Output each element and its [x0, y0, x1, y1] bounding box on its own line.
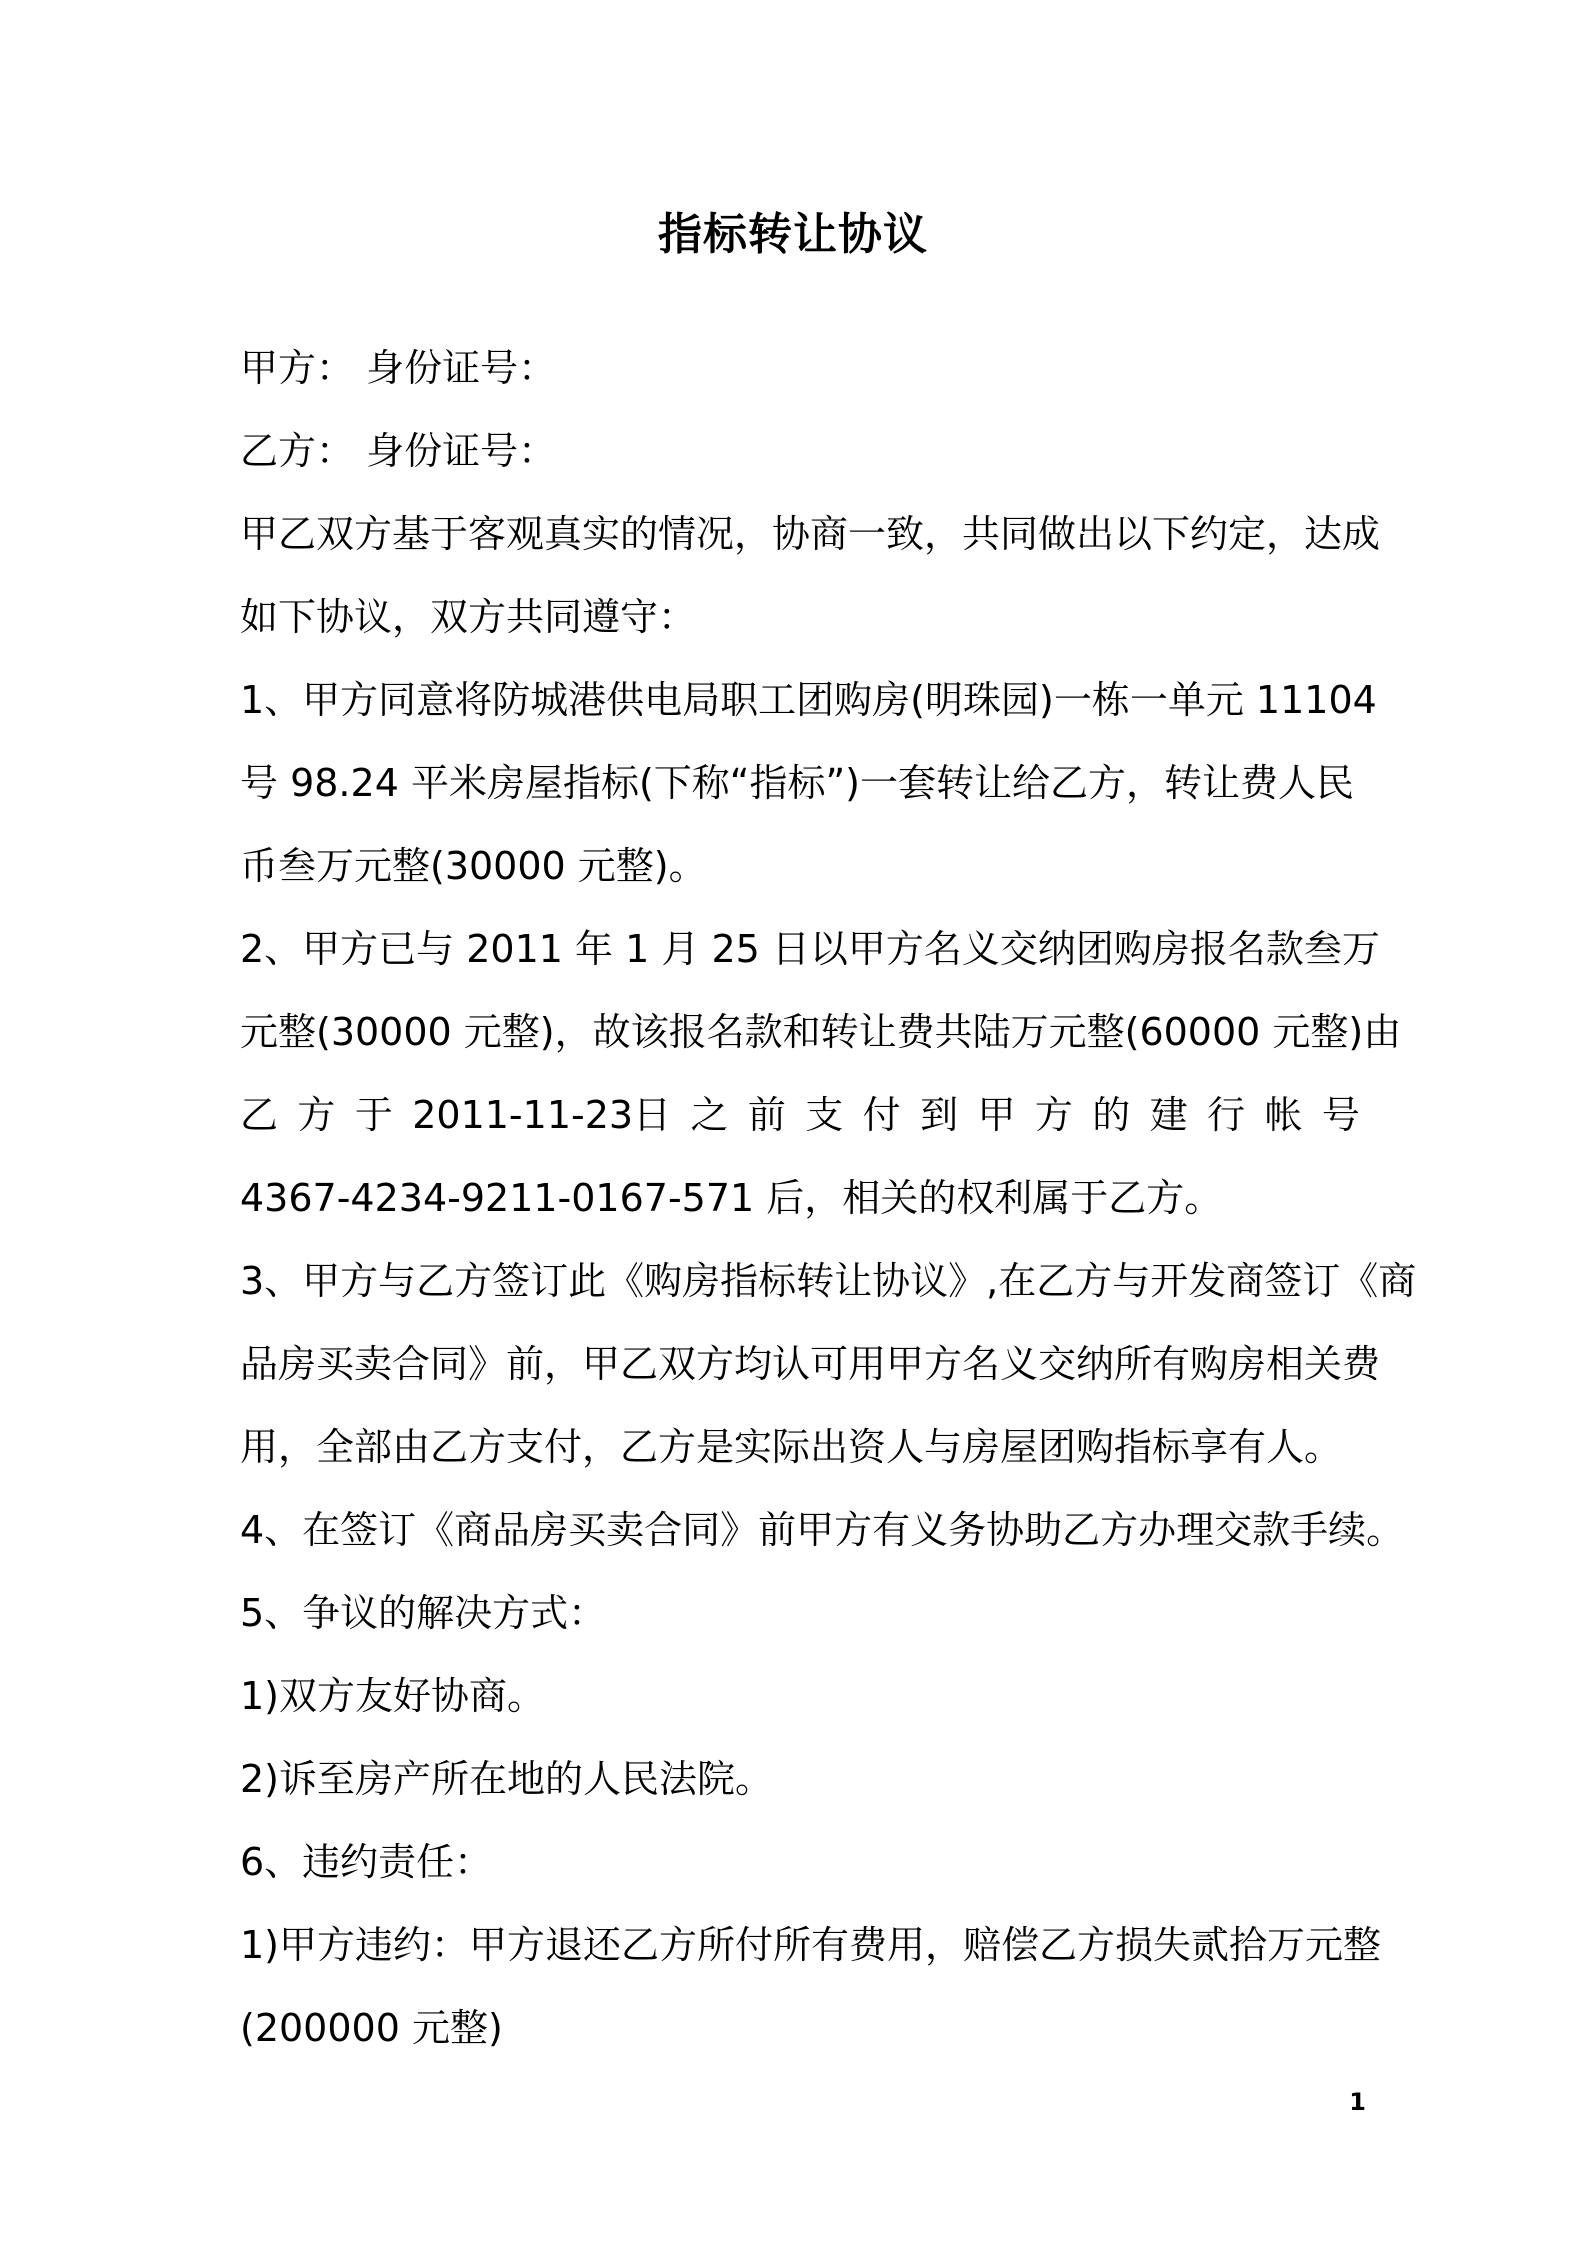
justified-token: 甲 [977, 1093, 1016, 1137]
justified-token: 建 [1149, 1093, 1188, 1137]
page-number: 1 [1349, 2088, 1366, 2116]
clause-1-line: 币叁万元整(30000 元整)。 [240, 844, 707, 888]
preamble-line: 甲乙双方基于客观真实的情况，协商一致，共同做出以下约定，达成 [240, 512, 1381, 556]
clause-3-line: 3、甲方与乙方签订此《购房指标转让协议》,在乙方与开发商签订《商 [240, 1259, 1417, 1303]
clause-6-item: (200000 元整) [240, 2006, 503, 2050]
justified-token: 于 [354, 1093, 393, 1137]
clause-4-line: 4、在签订《商品房买卖合同》前甲方有义务协助乙方办理交款手续。 [240, 1508, 1405, 1552]
clause-6-heading: 6、违约责任： [240, 1840, 493, 1884]
justified-token: 方 [297, 1093, 336, 1137]
preamble-line: 如下协议，双方共同遵守： [240, 595, 697, 639]
clause-2-line: 2、甲方已与 2011 年 1 月 25 日以甲方名义交纳团购房报名款叁万 [240, 927, 1380, 971]
document-body [240, 327, 1417, 2070]
clause-5-heading: 5、争议的解决方式： [240, 1591, 607, 1635]
justified-token: 的 [1092, 1093, 1131, 1137]
clause-3-line: 用，全部由乙方支付，乙方是实际出资人与房屋团购指标享有人。 [240, 1425, 1343, 1469]
justified-token: 乙 [240, 1093, 279, 1137]
clause-1-line: 号 98.24 平米房屋指标(下称“指标”)一套转让给乙方，转让费人民 [240, 761, 1354, 805]
clause-2-line: 元整(30000 元整)，故该报名款和转让费共陆万元整(60000 元整)由 [240, 1010, 1402, 1054]
justified-token: 前 [747, 1093, 786, 1137]
clause-6-item: 1)甲方违约：甲方退还乙方所付所有费用，赔偿乙方损失贰拾万元整 [240, 1923, 1382, 1967]
justified-token: 号 [1321, 1093, 1360, 1137]
clause-5-item: 2)诉至房产所在地的人民法院。 [240, 1757, 774, 1801]
justified-token: 方 [1034, 1093, 1073, 1137]
justified-token: 之 [690, 1093, 729, 1137]
document-title: 指标转让协议 [658, 209, 928, 260]
clause-3-line: 品房买卖合同》前，甲乙双方均认可用甲方名义交纳所有购房相关费 [240, 1342, 1381, 1386]
clause-1-line: 1、甲方同意将防城港供电局职工团购房(明珠园)一栋一单元 11104 [240, 678, 1377, 722]
justified-token: 行 [1207, 1093, 1246, 1137]
justified-token: 帐 [1264, 1093, 1303, 1137]
clause-2-justified-line [240, 1074, 1360, 1157]
justified-token: 支 [805, 1093, 844, 1137]
justified-token: 付 [862, 1093, 901, 1137]
justified-token: 2011-11-23日 [412, 1093, 672, 1137]
party-b-line: 乙方： 身份证号： [240, 429, 557, 473]
clause-2-line: 4367-4234-9211-0167-571 后，相关的权利属于乙方。 [240, 1176, 1223, 1220]
justified-token: 到 [920, 1093, 959, 1137]
clause-5-item: 1)双方友好协商。 [240, 1674, 546, 1718]
party-a-line: 甲方： 身份证号： [240, 346, 557, 390]
